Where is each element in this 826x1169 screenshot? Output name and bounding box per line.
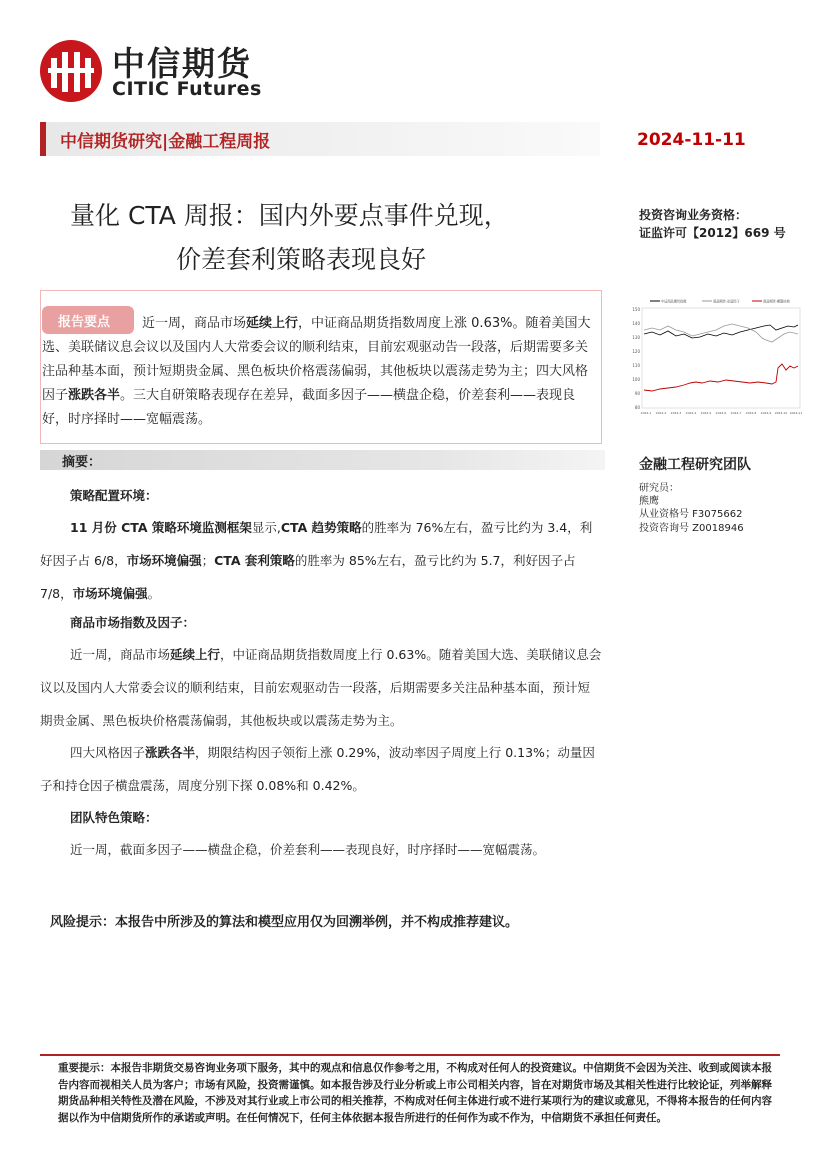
qualification-label: 投资咨询业务资格： [639, 208, 748, 222]
x-tick-label: 2024-5 [700, 411, 712, 415]
y-tick-label: 110 [632, 363, 640, 368]
y-tick-label: 130 [632, 335, 640, 340]
x-tick-label: 2024-1 [640, 411, 652, 415]
footer-disclaimer: 重要提示：本报告非期货交易咨询业务项下服务，其中的观点和信息仅作参考之用，不构成对任何人的投资建议。中信期货不会因为关注、收到或阅读本报告内容而视相关人员为客户；市场有风险，投资需谨慎。如本报告涉及行业分析或上市公司相关内容，旨在对期货市场及其相关性进行比较论证，列举解释期货品种相关特性及潜在风险，不涉及对其行业或上市公司的相关推荐，不构成对任何主体进行或不进行某项行为的建议或意见，不得将本报告的任何内容据以作为中信期货所作的承诺或声明。在任何情况下，任何主体依据本报告所进行的任何作为或不作为，中信期货不承担任何责任。 [58, 1062, 772, 1124]
summary-text: 近一周，商品市场延续上行，中证商品期货指数周度上涨 0.63%。随着美国大选、美联储议息会议以及国内人大常委会议的顺利结束，目前宏观驱动告一段落，后期需要多关注品种基本面，预计短期贵金属、黑色板块价格震荡偏弱，其他板块以震荡走势为主；四大风格因子涨跌各半。三大自研策略表现存在差异，截面多因子——横盘企稳，价差套利——表现良好，时序择时——宽幅震荡。 [42, 316, 591, 427]
risk-notice: 风险提示：本报告中所涉及的算法和模型应用仅为回溯举例，并不构成推荐建议。 [50, 915, 519, 930]
footer-rule [40, 1054, 780, 1056]
x-tick-label: 2024-2 [655, 411, 667, 415]
y-tick-label: 90 [634, 391, 640, 396]
y-tick-label: 100 [632, 377, 640, 382]
qualification-license: 证监许可【2012】669 号 [639, 226, 786, 240]
abstract-label: 摘要： [62, 455, 102, 470]
report-date: 2024-11-11 [637, 130, 746, 150]
y-tick-label: 120 [632, 349, 640, 354]
x-tick-label: 2024-6 [715, 411, 727, 415]
analyst-license: 从业资格号 F3075662 [639, 509, 743, 520]
report-title-line2: 价差套利策略表现良好 [176, 245, 427, 274]
x-tick-label: 2024-4 [685, 411, 697, 415]
analyst-consult-license: 投资咨询号 Z0018946 [639, 523, 744, 534]
section-paragraph: 近一周，商品市场延续上行，中证商品期货指数周度上行 0.63%。随着美国大选、美联储议息会议以及国内人大常委会议的顺利结束，目前宏观驱动告一段落，后期需要多关注品种基本面，预计短期贵金属、黑色板块价格震荡偏弱，其他板块或以震荡走势为主。 [40, 647, 602, 728]
y-tick-label: 80 [634, 405, 640, 410]
report-series: 中信期货研究|金融工程周报 [60, 132, 271, 152]
team-role: 研究员： [639, 483, 679, 494]
series-line [644, 324, 798, 342]
y-tick-label: 150 [632, 307, 640, 312]
analyst-name: 熊鹰 [639, 496, 659, 507]
report-title-line1: 量化 CTA 周报：国内外要点事件兑现， [70, 201, 509, 230]
x-tick-label: 2024-8 [745, 411, 757, 415]
y-tick-label: 140 [632, 321, 640, 326]
series-line [644, 364, 798, 391]
section-heading: 团队特色策略： [70, 810, 158, 825]
series-line [644, 325, 798, 338]
legend-label: 商品期货-期限结构 [763, 299, 790, 304]
index-chart [630, 290, 810, 420]
x-tick-label: 2024-11 [789, 411, 803, 415]
x-tick-label: 2024-7 [730, 411, 742, 415]
legend-label: 中证商品期货指数 [661, 299, 687, 304]
section-heading: 商品市场指数及因子： [70, 615, 196, 630]
abstract-bar [40, 450, 605, 470]
citic-logo-icon [38, 38, 104, 104]
x-tick-label: 2024-10 [774, 411, 788, 415]
banner-accent [40, 122, 46, 156]
logo-chinese-name: 中信期货 [112, 44, 252, 83]
legend-label: 商品期货-动量因子 [713, 299, 740, 304]
section-paragraph: 11 月份 CTA 策略环境监测框架显示,CTA 趋势策略的胜率为 76%左右，盈亏比约为 3.4，利好因子占 6/8，市场环境偏强；CTA 套利策略的胜率为 85%左右，盈亏比约为 5.7，利好因子占 7/8，市场环境偏强。 [40, 520, 593, 601]
section-paragraph: 近一周，截面多因子——横盘企稳，价差套利——表现良好，时序择时——宽幅震荡。 [70, 842, 546, 857]
section-heading: 策略配置环境： [70, 488, 158, 503]
x-tick-label: 2024-3 [670, 411, 682, 415]
logo-english-name: CITIC Futures [112, 78, 262, 100]
summary-tag-label: 报告要点 [58, 315, 111, 330]
section-paragraph: 四大风格因子涨跌各半，期限结构因子领衔上涨 0.29%，波动率因子周度上行 0.13%；动量因子和持仓因子横盘震荡，周度分别下探 0.08%和 0.42%。 [40, 745, 595, 793]
team-title: 金融工程研究团队 [639, 457, 751, 473]
x-tick-label: 2024-9 [760, 411, 772, 415]
